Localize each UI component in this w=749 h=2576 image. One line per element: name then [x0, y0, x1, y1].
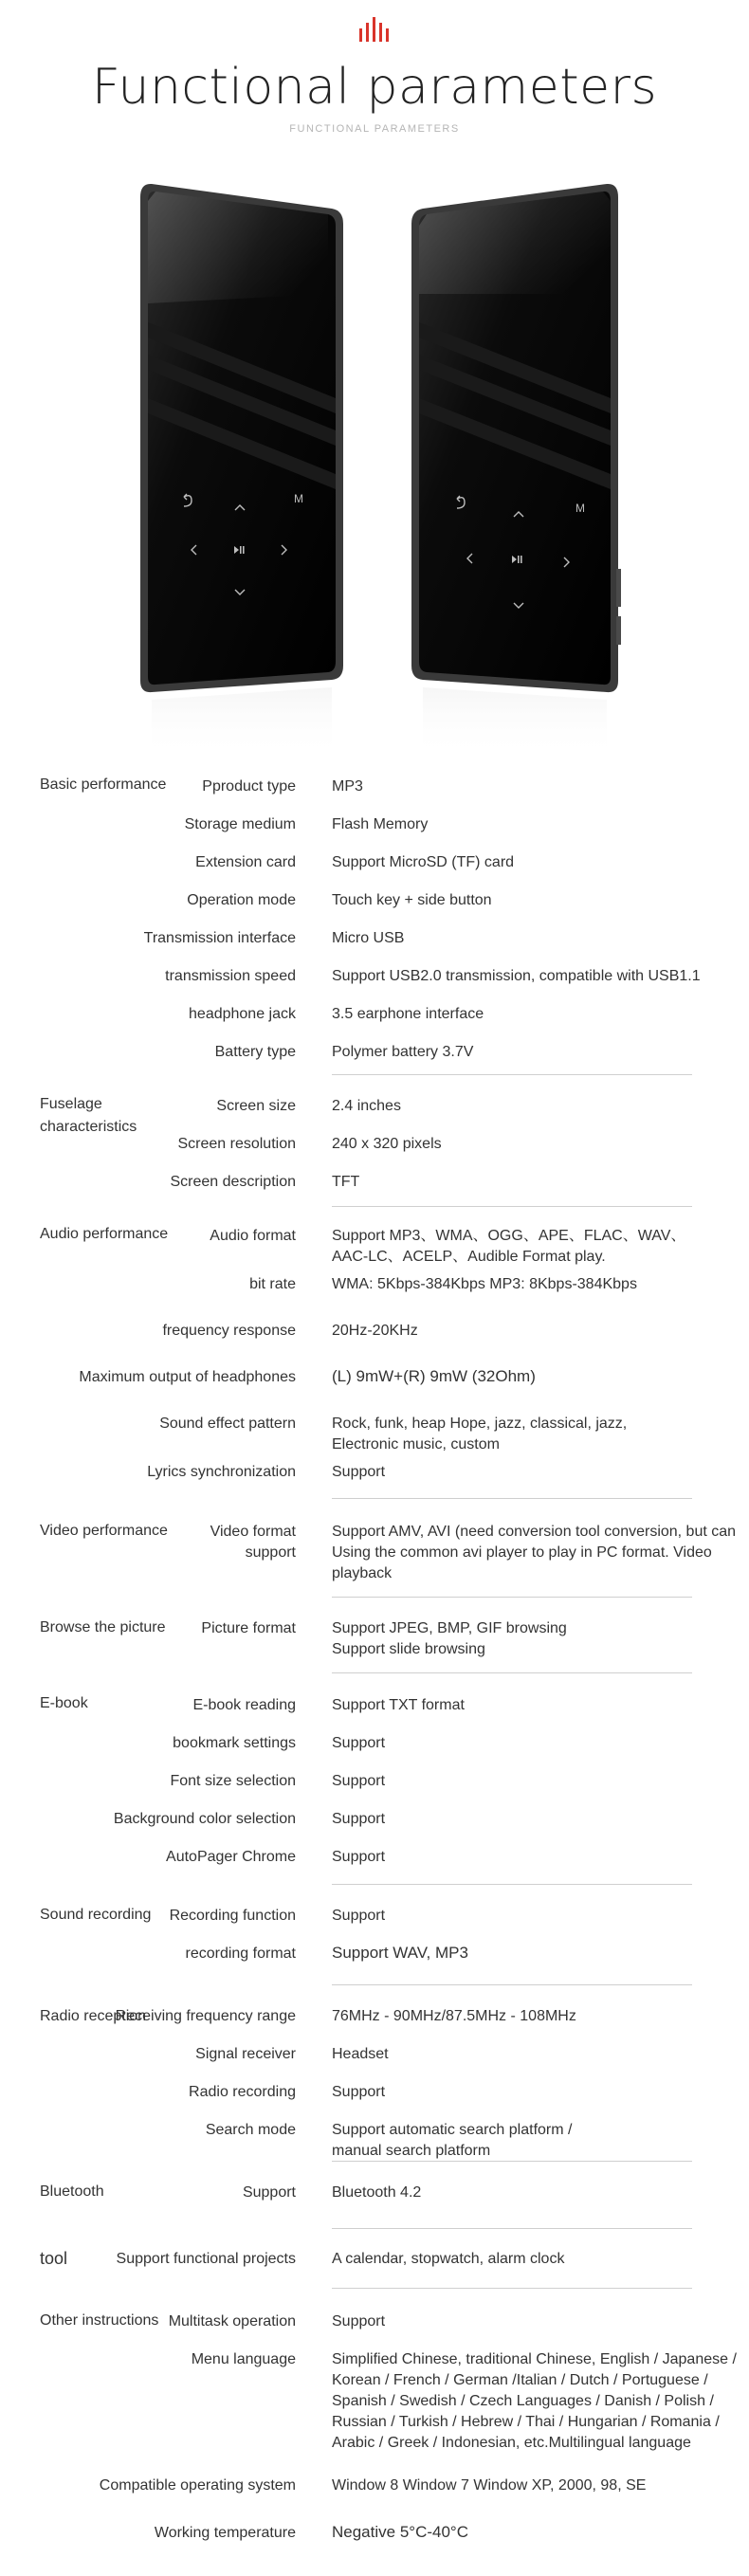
section-divider	[332, 2228, 692, 2229]
category-fuselage: Fuselage characteristics	[40, 1096, 137, 1135]
spec-value: Bluetooth 4.2	[332, 2184, 422, 2201]
section-divider	[332, 1884, 692, 1885]
category-recording: Sound recording	[40, 1907, 152, 1923]
spec-label: Compatible operating system	[99, 2477, 296, 2494]
spec-label: bookmark settings	[173, 1735, 296, 1751]
category-tool: tool	[40, 2249, 68, 2268]
spec-value: Simplified Chinese, traditional Chinese, English / Japanese / Korean / French / German /Italian / Dutch / Portuguese / Spanish / Swedish / Czech Languages / Danish / Polish / Russian / Turkish / Hebrew / Thai / Hungarian / Romania / Arabic / Greek / Indonesian, etc.Multilingual language	[332, 2351, 737, 2451]
spec-value: Support MicroSD (TF) card	[332, 854, 515, 870]
section-divider	[332, 1206, 692, 1207]
spec-value: Rock, funk, heap Hope, jazz, classical, jazz, Electronic music, custom	[332, 1416, 628, 1452]
category-basic-performance: Basic performance	[40, 776, 167, 793]
spec-label: Maximum output of headphones	[79, 1369, 296, 1385]
spec-value: Negative 5°C-40°C	[332, 2523, 468, 2541]
category-ebook: E-book	[40, 1695, 88, 1711]
spec-value: 76MHz - 90MHz/87.5MHz - 108MHz	[332, 2008, 576, 2024]
spec-label: frequency response	[162, 1323, 296, 1339]
category-radio: Radio reception	[40, 2008, 147, 2024]
spec-value: Support	[332, 2313, 386, 2329]
spec-label: Font size selection	[170, 1773, 296, 1789]
spec-value: Touch key + side button	[332, 892, 492, 908]
spec-value: Flash Memory	[332, 816, 429, 832]
spec-label: Screen resolution	[177, 1136, 296, 1152]
spec-label: Audio format	[210, 1228, 296, 1244]
spec-label: Radio recording	[189, 2084, 296, 2100]
spec-label: Signal receiver	[195, 2046, 296, 2062]
spec-label: E-book reading	[192, 1697, 296, 1713]
spec-label: Lyrics synchronization	[147, 1464, 296, 1480]
section-divider	[332, 1074, 692, 1075]
spec-value: Support automatic search platform / manual search platform	[332, 2122, 573, 2159]
section-divider	[332, 1597, 692, 1598]
menu-m-icon: M	[294, 492, 303, 505]
spec-value: (L) 9mW+(R) 9mW (32Ohm)	[332, 1367, 536, 1385]
section-divider	[332, 1984, 692, 1985]
spec-value: Support	[332, 1464, 386, 1480]
spec-value: Support TXT format	[332, 1697, 465, 1713]
category-other: Other instructions	[40, 2312, 159, 2329]
spec-label: Support functional projects	[116, 2251, 296, 2267]
spec-label: transmission speed	[165, 968, 296, 984]
spec-value: A calendar, stopwatch, alarm clock	[332, 2251, 565, 2267]
spec-label: Video format support	[210, 1524, 296, 1561]
spec-label: Pproduct type	[202, 778, 296, 795]
spec-label: Screen description	[170, 1174, 296, 1190]
spec-value: Support	[332, 2084, 386, 2100]
spec-label: Transmission interface	[143, 930, 296, 946]
section-divider	[332, 2161, 692, 2162]
page-title: Functional parameters	[91, 59, 658, 116]
spec-label: Sound effect pattern	[159, 1416, 296, 1432]
spec-value: Support JPEG, BMP, GIF browsing Support slide browsing	[332, 1620, 567, 1657]
spec-value: WMA: 5Kbps-384Kbps MP3: 8Kbps-384Kbps	[332, 1276, 637, 1292]
spec-value: Micro USB	[332, 930, 405, 946]
spec-value: Window 8 Window 7 Window XP, 2000, 98, SE	[332, 2477, 647, 2494]
spec-label: recording format	[185, 1946, 296, 1962]
spec-label: Recording function	[169, 1908, 296, 1924]
spec-label: AutoPager Chrome	[166, 1849, 296, 1865]
spec-value: Support	[332, 1811, 386, 1827]
section-divider	[332, 2288, 692, 2289]
spec-value: Headset	[332, 2046, 389, 2062]
category-video: Video performance	[40, 1523, 168, 1539]
spec-label: Background color selection	[113, 1811, 296, 1827]
spec-value: Support USB2.0 transmission, compatible with USB1.1	[332, 968, 701, 984]
spec-value: Support	[332, 1773, 386, 1789]
spec-label: Menu language	[191, 2351, 296, 2367]
spec-value: Support AMV, AVI (need conversion tool conversion, but can Using the common avi player to play in PC format. Video playback	[332, 1524, 737, 1581]
menu-m-icon: M	[575, 502, 585, 515]
spec-label: Battery type	[214, 1044, 296, 1060]
spec-value: Support	[332, 1735, 386, 1751]
spec-value: Support MP3、WMA、OGG、APE、FLAC、WAV、AAC-LC、ACELP、Audible Format play.	[332, 1228, 686, 1265]
spec-value: 240 x 320 pixels	[332, 1136, 442, 1152]
spec-label: Operation mode	[187, 892, 296, 908]
category-bluetooth: Bluetooth	[40, 2183, 104, 2200]
spec-label: Support	[242, 2184, 296, 2201]
spec-value: Support	[332, 1849, 386, 1865]
section-divider	[332, 1672, 692, 1673]
spec-label: headphone jack	[189, 1006, 296, 1022]
spec-label: Multitask operation	[168, 2313, 296, 2329]
spec-label: Screen size	[216, 1098, 296, 1114]
spec-value: 20Hz-20KHz	[332, 1323, 418, 1339]
spec-label: Extension card	[195, 854, 296, 870]
spec-label: bit rate	[249, 1276, 296, 1292]
spec-value: Support WAV, MP3	[332, 1944, 468, 1962]
spec-value: Support	[332, 1908, 386, 1924]
section-divider	[332, 1498, 692, 1499]
spec-value: MP3	[332, 778, 363, 795]
spec-value: 3.5 earphone interface	[332, 1006, 484, 1022]
spec-label: Receiving frequency range	[115, 2008, 296, 2024]
category-picture: Browse the picture	[40, 1619, 166, 1635]
spec-label: Search mode	[205, 2122, 296, 2138]
spec-label: Working temperature	[154, 2525, 296, 2541]
spec-value: TFT	[332, 1174, 360, 1190]
spec-value: Polymer battery 3.7V	[332, 1044, 474, 1060]
page-subtitle: FUNCTIONAL PARAMETERS	[289, 123, 460, 135]
spec-value: 2.4 inches	[332, 1098, 401, 1114]
category-audio: Audio performance	[40, 1226, 169, 1242]
spec-label: Picture format	[201, 1620, 296, 1636]
spec-label: Storage medium	[184, 816, 296, 832]
